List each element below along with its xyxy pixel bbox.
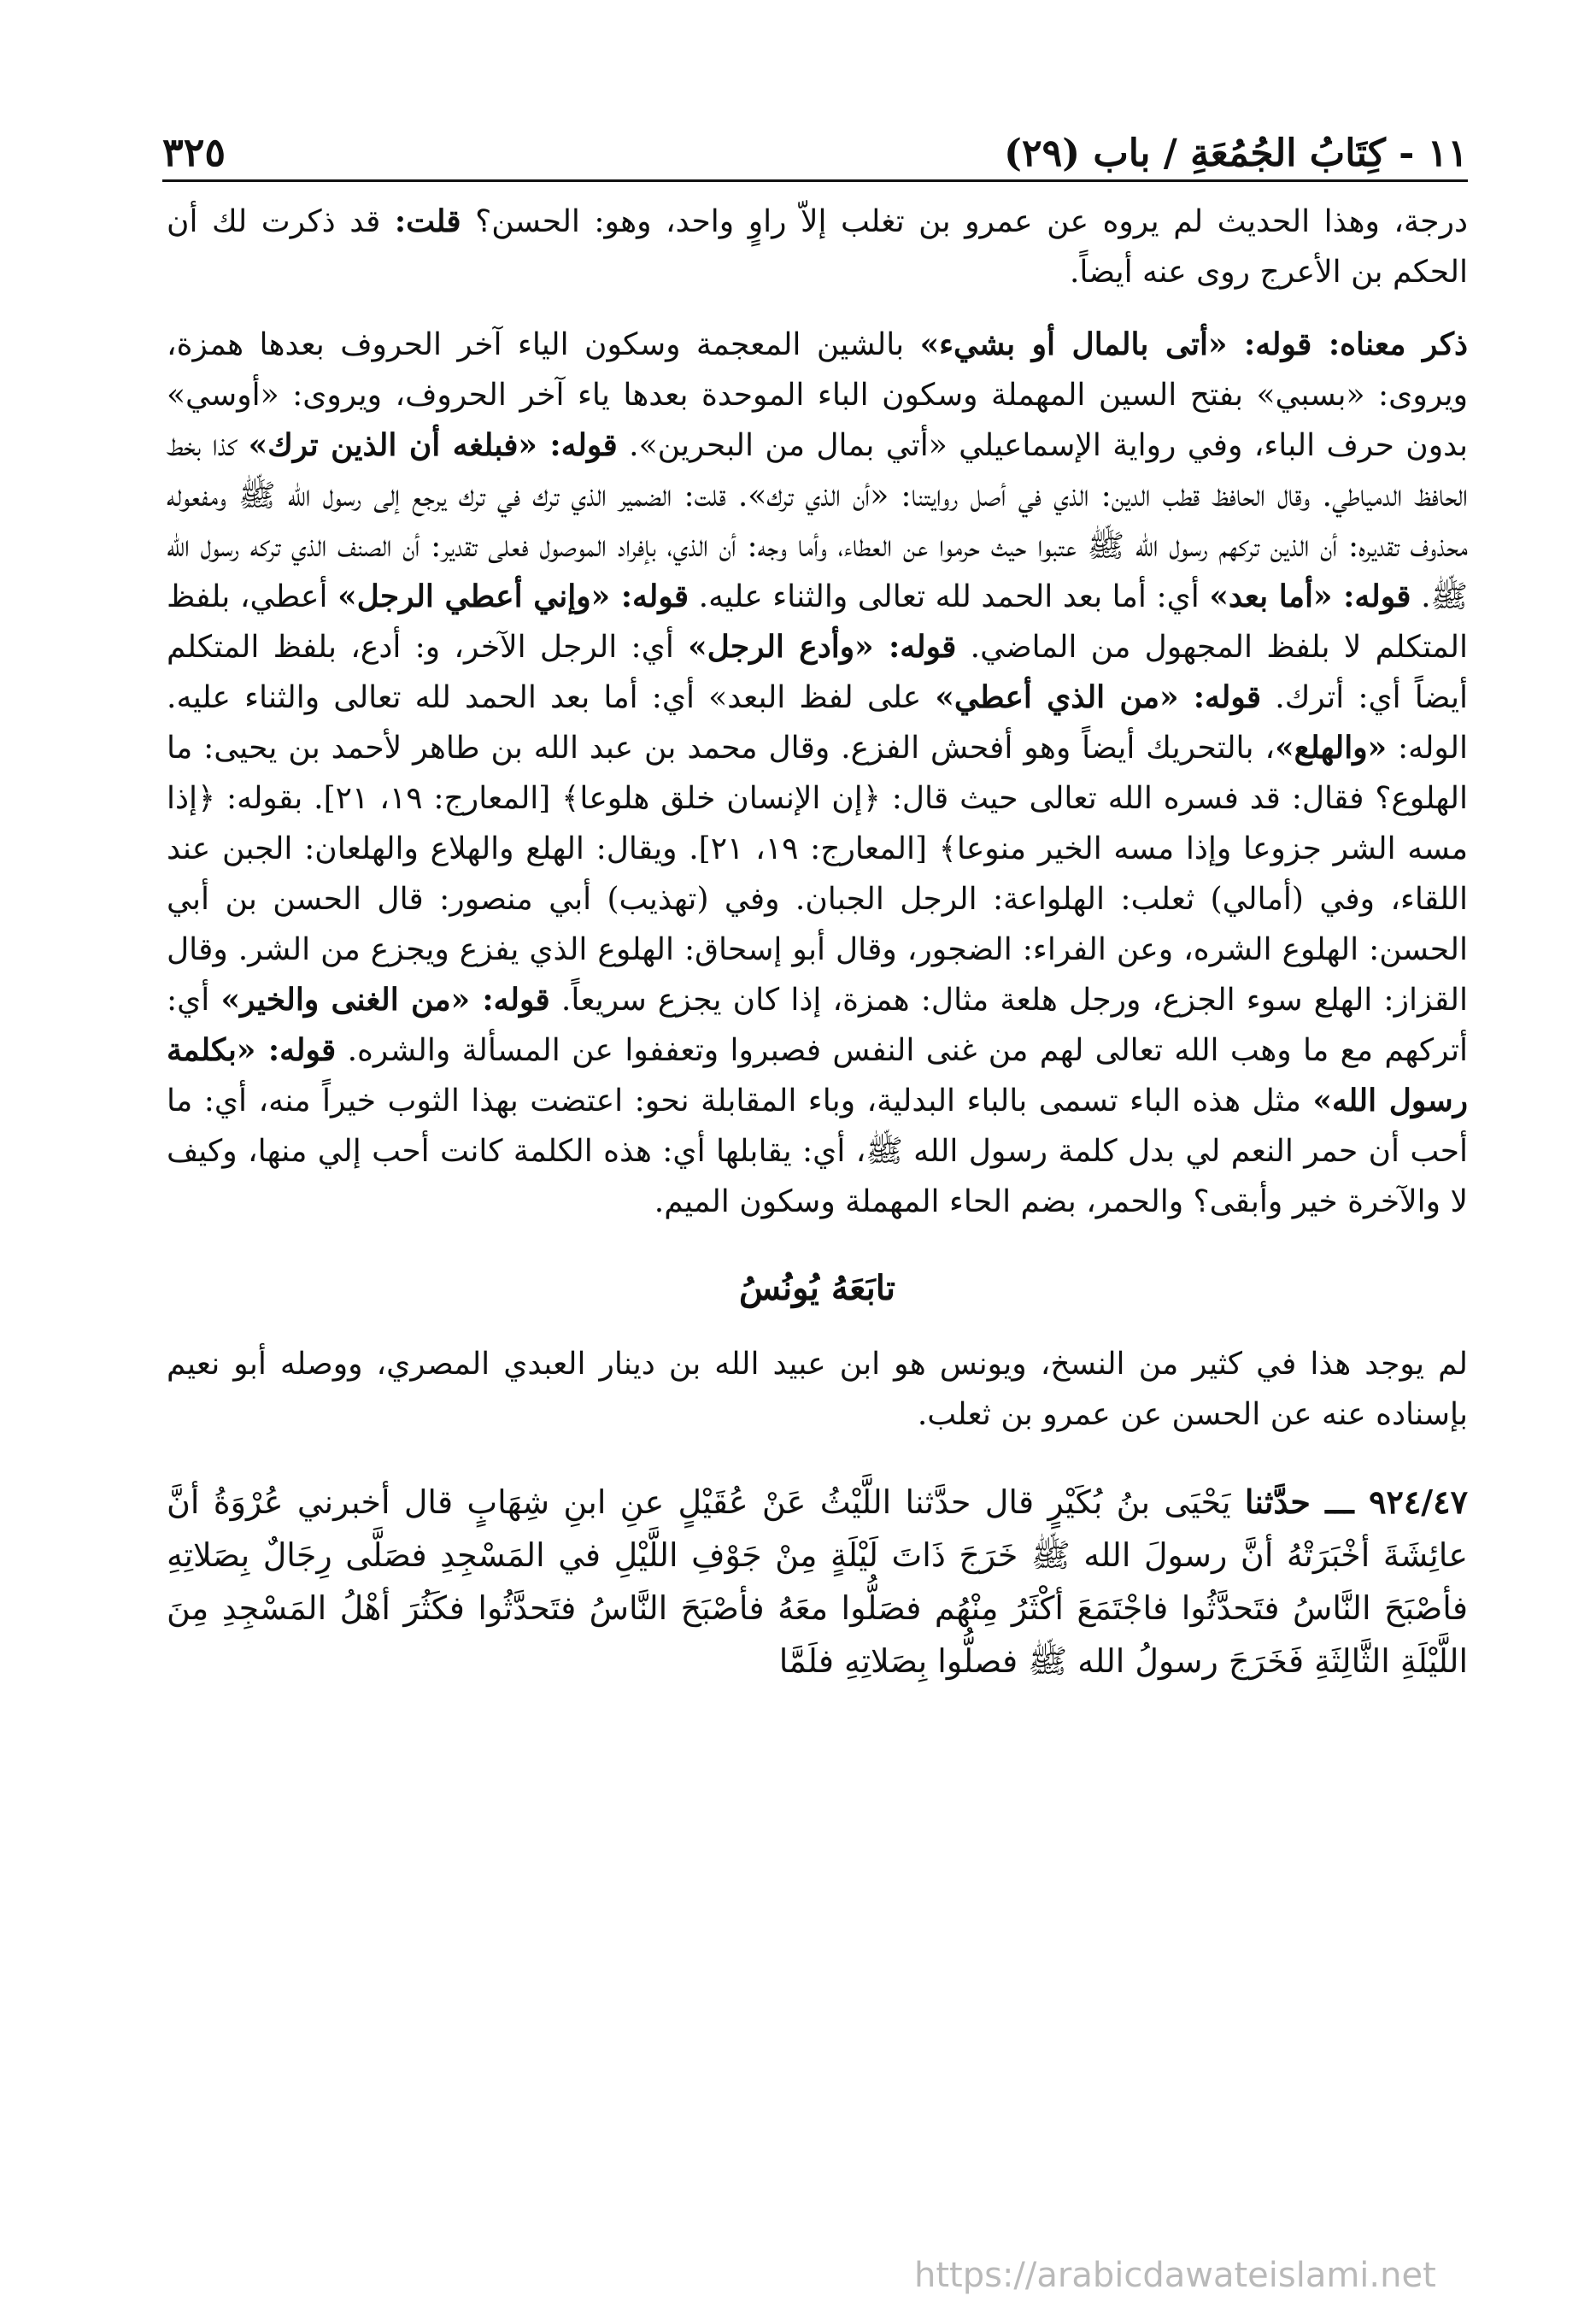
text-run: درجة، وهذا الحديث لم يروه عن عمرو بن تغلب إلاّ راوٍ واحد، وهو: الحسن؟ [461, 204, 1468, 239]
page-number: ٣٢٥ [162, 129, 226, 175]
hadith-text: يَحْيَى بنُ بُكَيْرٍ قال حدَّثنا اللَّيْثُ عَنْ عُقَيْلٍ عنِ ابنِ شِهَابٍ قال أخبرني عُرْوَةُ أنَّ عائِشَةَ أخْبَرَتْهُ أنَّ رسولَ الله ﷺ خَرَجَ ذَاتَ لَيْلَةٍ مِنْ جَوْفِ اللَّيْلِ في المَسْجِدِ فصَلَّى رِجَالٌ بِصَلاتِهِ فأصْبَحَ النَّاسُ فتَحدَّثُوا فاجْتَمَعَ أكْثَرُ مِنْهُم فصَلُّوا معَهُ فأصْبَحَ النَّاسُ فتَحدَّثُوا فكَثُرَ أهْلُ المَسْجِدِ مِنَ اللَّيْلَةِ الثَّالِثَةِ فَخَرَجَ رسولُ الله ﷺ فصلُّوا بِصَلاتِهِ فلَمَّا [167, 1483, 1468, 1680]
text-run: أعطي، بلفظ المتكلم لا بلفظ المجهول من الماضي. [167, 579, 1468, 665]
bold-run: قلت: [394, 203, 461, 239]
text-run: أي: الرجل الآخر، و: أدع، بلفظ المتكلم أيضاً أي: أترك. [167, 630, 1468, 715]
bold-run: قوله: «بكلمة رسول الله» [167, 1032, 1468, 1118]
sub-heading: تابَعَهُ يُونُسُ [738, 1268, 896, 1308]
header-rule [162, 179, 1468, 182]
bold-run: قوله: «أما بعد» [1209, 578, 1411, 614]
text-run: قد ذكرت لك أن الحكم بن الأعرج روى عنه أيضاً. [167, 204, 1468, 290]
body-text [167, 197, 1468, 1688]
paragraph-3: لم يوجد هذا في كثير من النسخ، ويونس هو ابن عبيد الله بن دينار العبدي المصري، ووصله أبو نعيم بإسناده عنه عن الحسن عن عمرو بن ثعلب. [167, 1347, 1468, 1432]
hadith-number: ٩٢٤/٤٧ ـــ حدَّثنا [1244, 1482, 1468, 1521]
text-run: كذا بخط الحافظ الدمياطي. وقال الحافظ قطب الدين: الذي في أصل روايتنا: «أن الذي ترك». قلت: الضمير الذي ترك في ترك يرجع إلى رسول الله ﷺ ومفعوله محذوف تقديره: أن الذين تركهم رسول الله ﷺ عتبوا حيث حرموا عن العطاء، وأما وجه: أن الذي، بإفراد الموصول فعلى تقدير: أن الصنف الذي تركه رسول الله ﷺ. [167, 428, 1468, 614]
page-header [162, 103, 1468, 175]
text-run: أي: أما بعد الحمد لله تعالى والثناء عليه. [689, 579, 1210, 614]
text-run: ، بالتحريك أيضاً وهو أفحش الفزع. وقال محمد بن عبد الله بن طاهر لأحمد بن يحيى: ما الهلوع؟ فقال: قد فسره الله تعالى حيث قال: ﴿إن الإنسان خلق هلوعا﴾ [المعارج: ١٩، ٢١]. بقوله: ﴿إذا مسه الشر جزوعا وإذا مسه الخير منوعا﴾ [المعارج: ١٩، ٢١]. ويقال: الهلع والهلاع والهلعان: الجبن عند اللقاء، وفي (أمالي) ثعلب: الهلواعة: الرجل الجبان. وفي (تهذيب) أبي منصور: قال الحسن بن أبي الحسن: الهلوع الشره، وعن الفراء: الضجور، وقال أبو إسحاق: الهلوع الذي يفزع ويجزع من الشر. وقال القزاز: الهلع سوء الجزع، ورجل هلعة مثال: همزة، إذا كان يجزع سريعاً. [167, 731, 1469, 1018]
text-run: مثل هذه الباء تسمى بالباء البدلية، وباء المقابلة نحو: اعتضت بهذا الثوب خيراً منه، أي: ما أحب أن حمر النعم لي بدل كلمة رسول الله ﷺ، أي: يقابلها أي: هذه الكلمة كانت أحب إلي منها، وكيف لا والآخرة خير وأبقى؟ والحمر، بضم الحاء المهملة وسكون الميم. [167, 1083, 1468, 1219]
running-head: ١١ - كِتَابُ الجُمُعَةِ / باب (٢٩) [1004, 132, 1468, 175]
paragraph-2 [167, 320, 1468, 1227]
bold-run: قوله: «من الغنى والخير» [220, 982, 550, 1018]
hadith-paragraph [167, 1476, 1468, 1688]
bold-run: قوله: «فبلغه أن الذين ترك» [248, 427, 618, 463]
bold-run: قوله: «من الذي أعطي» [935, 679, 1262, 715]
bold-run: قوله: «وإني أعطي الرجل» [337, 578, 689, 614]
bold-run: ذكر معناه: قوله: «أتى بالمال أو بشيء» [919, 326, 1469, 362]
text-run: بالشين المعجمة وسكون الياء آخر الحروف بعدها همزة، ويروى: «بسبي» بفتح السين المهملة وسكون الباء الموحدة بعدها ياء آخر الحروف، ويروى: «أوسي» بدون حرف الباء، وفي رواية الإسماعيلي «أتي بمال من البحرين». [167, 327, 1469, 463]
paragraph-1 [167, 197, 1468, 297]
bold-run: قوله: «وأدع الرجل» [688, 629, 957, 665]
text-run: على لفظ البعد» أي: أما بعد الحمد لله تعالى والثناء عليه. الوله: [167, 680, 1468, 766]
text-run: أي: أتركهم مع ما وهب الله تعالى لهم من غنى النفس فصبروا وتعففوا عن المسألة والشره. [167, 983, 1468, 1068]
bold-run: «والهلع» [1275, 730, 1388, 766]
watermark-url: https://arabicdawateislami.net [914, 2256, 1436, 2295]
